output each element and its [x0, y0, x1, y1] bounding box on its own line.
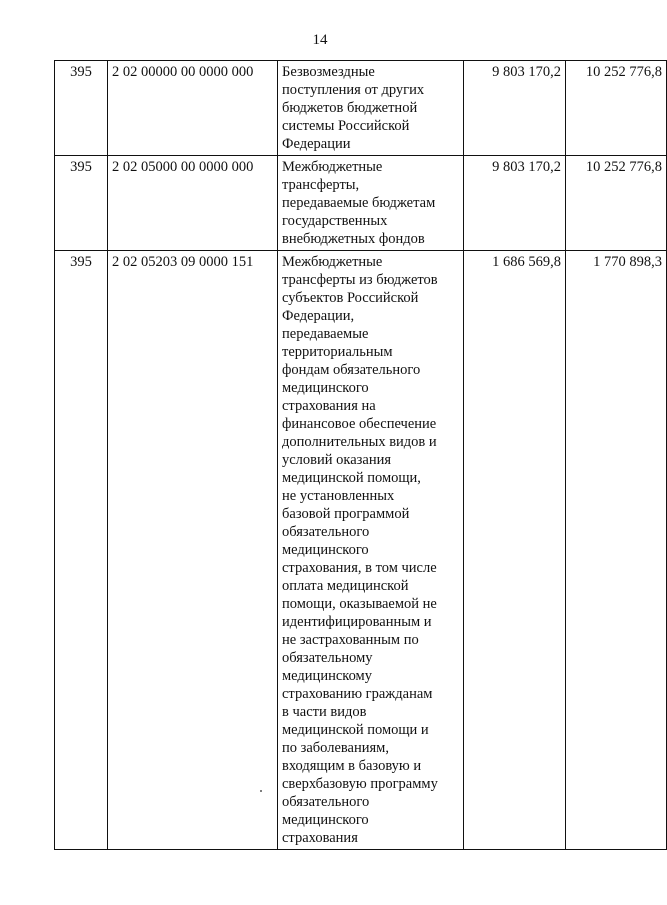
budget-table — [54, 60, 667, 850]
budget-classification-code-cell: 2 02 00000 00 0000 000 — [108, 61, 278, 156]
amount-year-1-cell: 9 803 170,2 — [464, 156, 566, 251]
income-name-text: Безвозмездные поступления от других бюджетов бюджетной системы Российской Федерации — [282, 64, 425, 152]
table-row — [55, 156, 667, 251]
table-row — [55, 61, 667, 156]
page-number: 14 — [312, 32, 328, 48]
income-name-cell — [278, 61, 464, 156]
income-name-text: Межбюджетные трансферты из бюджетов субъектов Российской Федерации, передаваемые территориальным фондам обязательного медицинского страхования на финансовое обеспечение дополнительных видов и условий оказания медицинской помощи, не установленных базовой программой обязательного медицинского страхования, в том числе оплата медицинской помощи, оказываемой не идентифицированным и не застрахованным по обязательному медицинскому страхованию гражданам в части видов медицинской помощи и по заболеваниям, входящим в базовую и сверхбазовую программу обязательного медицинского страхования — [282, 254, 438, 846]
budget-classification-code-cell: 2 02 05203 09 0000 151 — [108, 251, 278, 850]
income-name-text: Межбюджетные трансферты, передаваемые бюджетам государственных внебюджетных фондов — [282, 159, 436, 247]
amount-year-2-cell: 1 770 898,3 — [566, 251, 667, 850]
amount-year-2-cell: 10 252 776,8 — [566, 156, 667, 251]
income-name-cell — [278, 156, 464, 251]
admin-code-cell: 395 — [55, 251, 108, 850]
income-name-cell — [278, 251, 464, 850]
admin-code-cell: 395 — [55, 156, 108, 251]
admin-code-cell: 395 — [55, 61, 108, 156]
scan-speck — [260, 790, 262, 792]
amount-year-2-cell: 10 252 776,8 — [566, 61, 667, 156]
table-row — [55, 251, 667, 850]
amount-year-1-cell: 9 803 170,2 — [464, 61, 566, 156]
budget-classification-code-cell: 2 02 05000 00 0000 000 — [108, 156, 278, 251]
amount-year-1-cell: 1 686 569,8 — [464, 251, 566, 850]
